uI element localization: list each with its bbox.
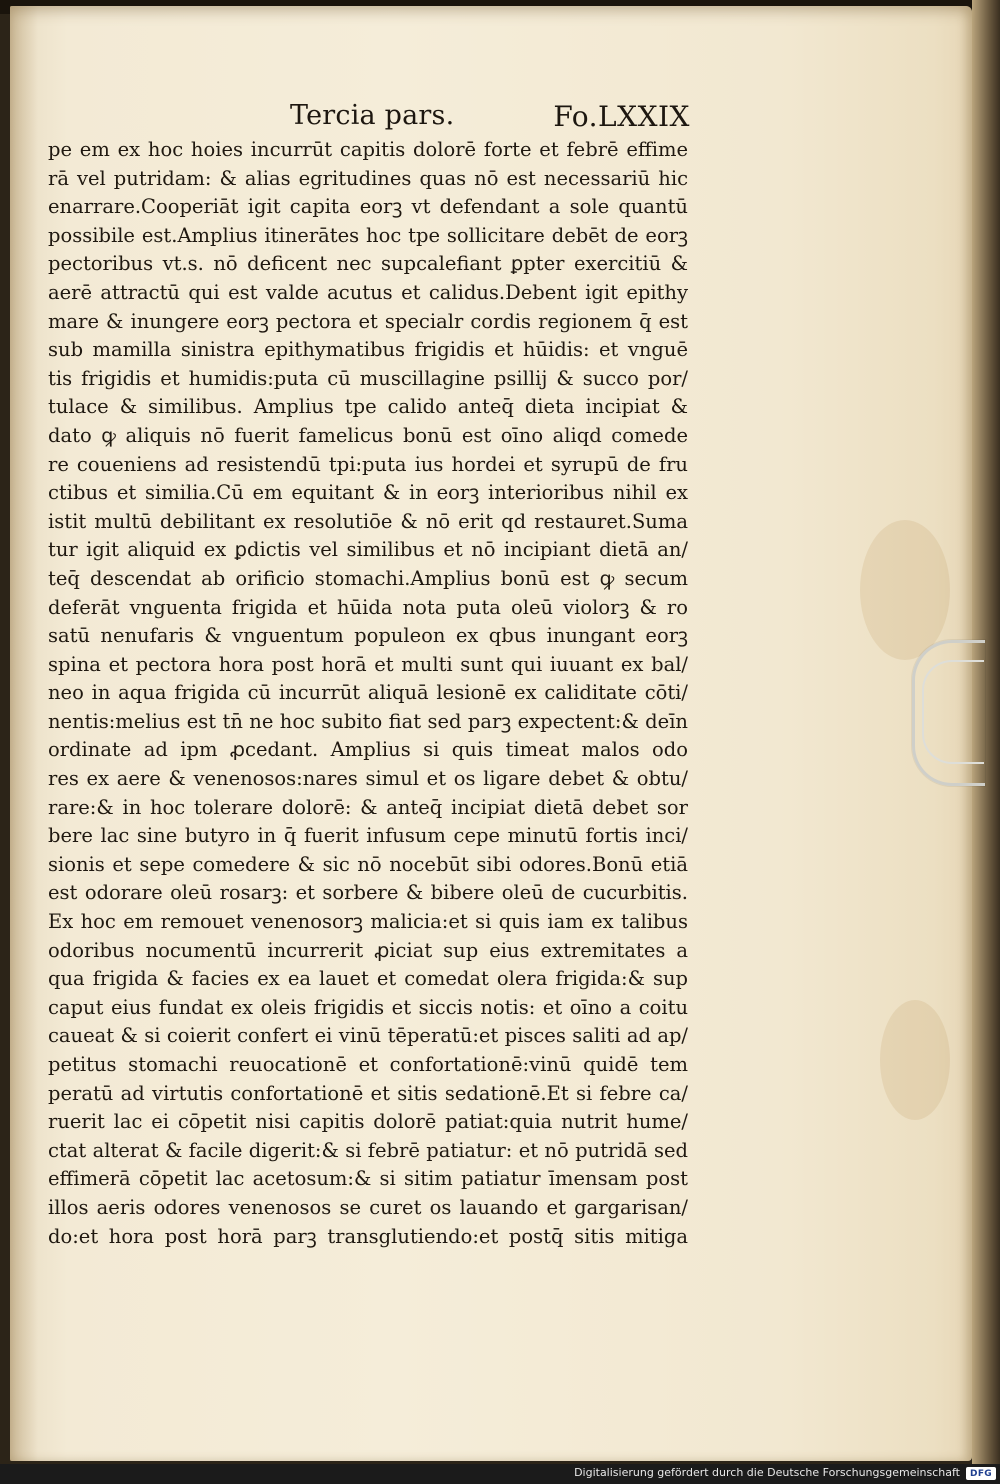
text-line: nentis:melius est tn̄ ne hoc subito fiat sed parꝫ expectent:& deīn xyxy=(48,709,688,733)
paper-stain xyxy=(880,1000,950,1120)
text-line: tulace & similibus. Amplius tpe calido anteq̄ dieta incipiat & xyxy=(48,395,688,419)
text-line: istit multū debilitant ex resolutiōe & nō erit qd restauret.Suma xyxy=(48,509,688,533)
text-line: pe em ex hoc hoies incurrūt capitis dolorē forte et febrē effime xyxy=(48,138,688,161)
main-text-block xyxy=(48,136,688,1251)
text-line: illos aeris odores venenosos se curet os lauando et gargarisan/ xyxy=(48,1195,688,1219)
text-line: possibile est.Amplius itinerātes hoc tpe sollicitare debēt de eorꝫ xyxy=(48,223,688,247)
text-line: petitus stomachi reuocationē et confortationē:vinū quidē tem xyxy=(48,1053,688,1076)
text-line: re coueniens ad resistendū tpi:puta ius hordei et syrupū de fru xyxy=(48,452,688,476)
text-line: est odorare oleū rosarꝫ: et sorbere & bibere oleū de cucurbitis. xyxy=(48,881,688,905)
text-line: peratū ad virtutis confortationē et sitis sedationē.Et si febre ca/ xyxy=(48,1081,688,1105)
page-header xyxy=(290,100,690,140)
text-line: satū nenufaris & vnguentum populeon ex qbus inungant eorꝫ xyxy=(48,624,688,648)
text-line: qua frigida & facies ex ea lauet et comedat olera frigida:& sup xyxy=(48,967,688,991)
text-line: sionis et sepe comedere & sic nō nocebūt sibi odores.Bonū etiā xyxy=(48,852,688,876)
folio-number: Fo.LXXIX xyxy=(553,100,690,133)
text-line: Ex hoc em remouet venenosorꝫ malicia:et si quis iam ex talibus xyxy=(48,910,688,934)
text-line: ruerit lac ei cōpetit nisi capitis dolorē patiat:quia nutrit hume/ xyxy=(48,1110,688,1134)
text-line: teq̄ descendat ab orificio stomachi.Amplius bonū est ꝙ secum xyxy=(48,566,688,590)
text-line: bere lac sine butyro in q̄ fuerit infusum cepe minutū fortis inci/ xyxy=(48,824,688,848)
running-head: Tercia pars. xyxy=(290,100,455,131)
paper-stain xyxy=(860,520,950,660)
gutter-shadow xyxy=(10,6,38,1461)
text-line: deferāt vnguenta frigida et hūida nota puta oleū violorꝫ & ro xyxy=(48,595,688,619)
text-line: caput eius fundat ex oleis frigidis et siccis notis: et oīno a coitu xyxy=(48,995,688,1019)
text-line: effimerā cōpetit lac acetosum:& si sitim patiatur īmensam post xyxy=(48,1167,688,1191)
text-line: tis frigidis et humidis:puta cū muscillagine psillij & succo por/ xyxy=(48,366,688,390)
text-line: rā vel putridam: & alias egritudines quas nō est necessariū hic xyxy=(48,166,688,190)
dfg-logo-text: DFG xyxy=(970,1468,992,1479)
text-line: aerē attractū qui est valde acutus et calidus.Debent igit epithy xyxy=(48,280,688,304)
text-line: pectoribus vt.s. nō deficent nec supcalefiant ꝑpter exercitiū & xyxy=(48,252,688,276)
text-line: ctat alterat & facile digerit:& si febrē patiatur: et nō putridā sed xyxy=(48,1138,688,1162)
text-line: caueat & si coierit confert ei vinū tēperatū:et pisces saliti ad ap/ xyxy=(48,1024,688,1048)
text-line: ordinate ad ipm ꝓcedant. Amplius si quis timeat malos odo xyxy=(48,738,688,762)
text-line: res ex aere & venenosos:nares simul et os ligare debet & obtu/ xyxy=(48,767,688,791)
text-line: tur igit aliquid ex ꝑdictis vel similibus et nō incipiant dietā an/ xyxy=(48,538,688,562)
text-line: rare:& in hoc tolerare dolorē: & anteq̄ incipiat dietā debet sor xyxy=(48,795,688,819)
text-line: mare & inungere eorꝫ pectora et specialr cordis regionem q̄ est xyxy=(48,309,688,333)
digitization-credit: Digitalisierung gefördert durch die Deutsche Forschungsgemeinschaft xyxy=(574,1466,960,1479)
text-line: enarrare.Cooperiāt igit capita eorꝫ vt defendant a sole quantū xyxy=(48,195,688,219)
text-line: odoribus nocumentū incurrerit ꝓiciat sup eius extremitates a xyxy=(48,938,688,962)
text-line: dato ꝙ aliquis nō fuerit famelicus bonū est oīno aliqd comede xyxy=(48,423,688,447)
text-line: spina et pectora hora post horā et multi sunt qui iuuant ex bal/ xyxy=(48,652,688,676)
text-line: ctibus et similia.Cū em equitant & in eorꝫ interioribus nihil ex xyxy=(48,481,688,505)
paper-clip-inner xyxy=(922,660,984,764)
dfg-logo xyxy=(966,1467,996,1480)
text-line: neo in aqua frigida cū incurrūt aliquā lesionē ex caliditate cōti/ xyxy=(48,681,688,705)
text-line: do:et hora post horā parꝫ transglutiendo:et postq̄ sitis mitiga xyxy=(48,1224,688,1248)
text-line: sub mamilla sinistra epithymatibus frigidis et hūidis: et vnguē xyxy=(48,338,688,362)
